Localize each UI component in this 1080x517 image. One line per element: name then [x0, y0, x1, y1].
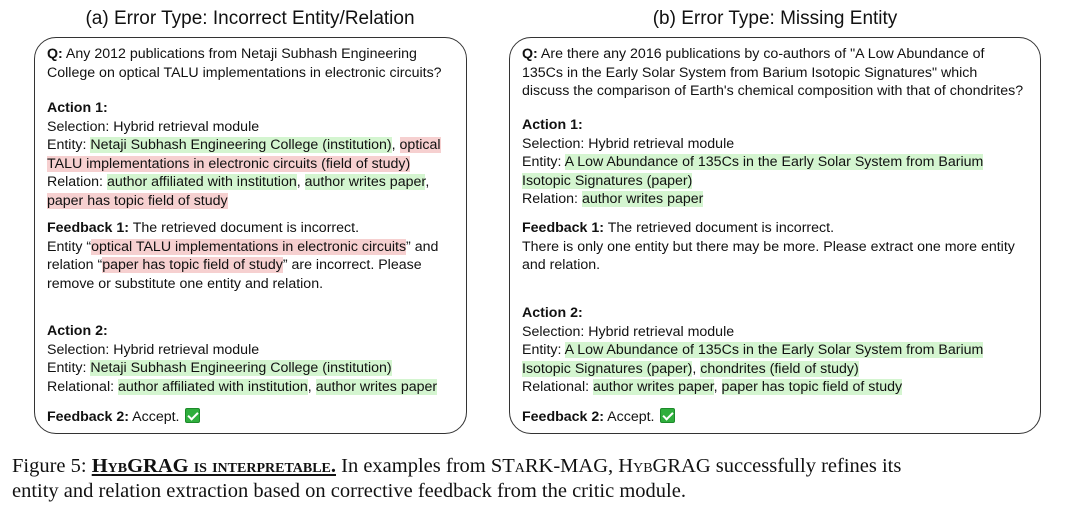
question-label: Q:: [47, 46, 63, 62]
feedback-text: ” and: [406, 238, 439, 255]
action-label: Action 2:: [522, 305, 583, 321]
entity-incorrect: optical TALU implementations in electronic circuits: [91, 238, 407, 255]
panel-b-action-2: [522, 304, 1030, 397]
panel-b-feedback-1: [522, 219, 1030, 275]
feedback-label: Feedback 2:: [47, 409, 130, 425]
relation-correct: paper has topic field of study: [721, 379, 903, 395]
feedback-text: The retrieved document is incorrect.: [604, 220, 835, 236]
feedback-text: ” are incorrect. Please: [282, 257, 422, 273]
action-label: Action 1:: [47, 100, 108, 116]
panel-b-feedback-2: [522, 408, 1030, 427]
entity-incorrect: TALU implementations in electronic circuits (field of study): [47, 155, 411, 172]
question-text: 135Cs in the Early Solar System from Barium Isotopic Signatures" which: [522, 64, 978, 81]
entity-correct: chondrites (field of study): [700, 360, 859, 377]
relation-correct: author affiliated with institution: [106, 174, 297, 190]
feedback-text: relation “: [47, 257, 103, 273]
panel-b-question: [522, 45, 1030, 101]
feedback-text: There is only one entity but there may be more. Please extract one more entity: [522, 238, 1015, 255]
panel-b-box: [509, 37, 1041, 434]
entity-correct: Isotopic Signatures (paper): [522, 360, 693, 377]
feedback-label: Feedback 1:: [522, 220, 605, 236]
caption-text: ,: [608, 455, 619, 477]
relation-correct: author writes paper: [581, 191, 704, 207]
caption-text: successfully refines its: [710, 455, 902, 477]
panel-a-action-1: [47, 99, 456, 210]
caption-title: HybGRAG is interpretable.: [91, 455, 336, 477]
separator: ,: [425, 174, 430, 190]
panel-a-box: [34, 37, 467, 434]
relation-correct: author writes paper: [315, 378, 438, 395]
entity-label: Entity:: [522, 154, 565, 170]
relation-incorrect: paper has topic field of study: [102, 257, 283, 273]
feedback-text: Entity “: [47, 238, 92, 255]
selection-text: Selection: Hybrid retrieval module: [47, 341, 260, 358]
action-label: Action 2:: [47, 323, 108, 339]
feedback-text: remove or substitute one entity and relation.: [47, 275, 324, 292]
entity-label: Entity:: [522, 342, 565, 358]
checkmark-icon: [185, 408, 200, 423]
caption-label: Figure 5:: [12, 455, 92, 477]
separator: ,: [713, 379, 722, 395]
panel-a-question: [47, 45, 456, 82]
feedback-text: The retrieved document is incorrect.: [129, 220, 360, 236]
entity-label: Entity:: [47, 137, 91, 153]
relation-correct: author affiliated with institution: [117, 378, 308, 395]
entity-correct: Netaji Subhash Engineering College (institution): [90, 360, 392, 376]
question-text: Are there any 2016 publications by co-authors of "A Low Abundance of: [537, 46, 985, 62]
panel-a-feedback-2: [47, 408, 456, 427]
selection-text: Selection: Hybrid retrieval module: [47, 118, 260, 135]
caption-text: entity and relation extraction based on corrective feedback from the critic module.: [12, 480, 686, 502]
separator: ,: [296, 174, 305, 190]
entity-correct: A Low Abundance of 135Cs in the Early Solar System from Barium: [564, 154, 984, 170]
entity-label: Entity:: [47, 360, 91, 376]
relation-label: Relation:: [522, 191, 582, 207]
relation-incorrect: paper has topic field of study: [47, 192, 228, 209]
entity-incorrect: optical: [399, 137, 441, 153]
question-text: Any 2012 publications from Netaji Subhash Engineering: [62, 46, 417, 62]
feedback-text: and relation.: [522, 257, 601, 273]
caption-dataset: STaRK-MAG: [490, 455, 609, 477]
separator: ,: [391, 137, 400, 153]
selection-text: Selection: Hybrid retrieval module: [522, 135, 735, 152]
relation-label: Relational:: [522, 379, 593, 395]
panel-a-feedback-1: [47, 219, 456, 293]
entity-correct: Isotopic Signatures (paper): [522, 172, 693, 189]
feedback-label: Feedback 1:: [47, 220, 130, 236]
caption-text: In examples from: [336, 455, 491, 477]
action-label: Action 1:: [522, 117, 583, 133]
panel-a-action-2: [47, 322, 456, 396]
checkmark-icon: [660, 408, 675, 423]
feedback-label: Feedback 2:: [522, 409, 605, 425]
question-text: College on optical TALU implementations in electronic circuits?: [47, 64, 442, 81]
panel-b-action-1: [522, 116, 1030, 209]
feedback-text: Accept.: [604, 409, 655, 425]
figure-caption: [12, 454, 1072, 504]
relation-label: Relation:: [47, 174, 107, 190]
question-label: Q:: [522, 46, 538, 62]
caption-method: HybGRAG: [618, 455, 711, 477]
entity-correct: Netaji Subhash Engineering College (institution): [90, 137, 392, 153]
relation-label: Relational:: [47, 378, 118, 395]
feedback-text: Accept.: [129, 409, 180, 425]
panel-a-title: (a) Error Type: Incorrect Entity/Relation: [85, 8, 415, 29]
selection-text: Selection: Hybrid retrieval module: [522, 323, 735, 340]
relation-correct: author writes paper: [592, 379, 714, 395]
entity-correct: A Low Abundance of 135Cs in the Early Solar System from Barium: [564, 342, 984, 358]
separator: ,: [307, 378, 316, 395]
separator: ,: [692, 360, 701, 377]
panel-b-title: (b) Error Type: Missing Entity: [652, 8, 898, 29]
question-text: discuss the comparison of Earth's chemical composition with that of chondrites?: [522, 83, 1024, 99]
relation-correct: author writes paper: [304, 174, 426, 190]
